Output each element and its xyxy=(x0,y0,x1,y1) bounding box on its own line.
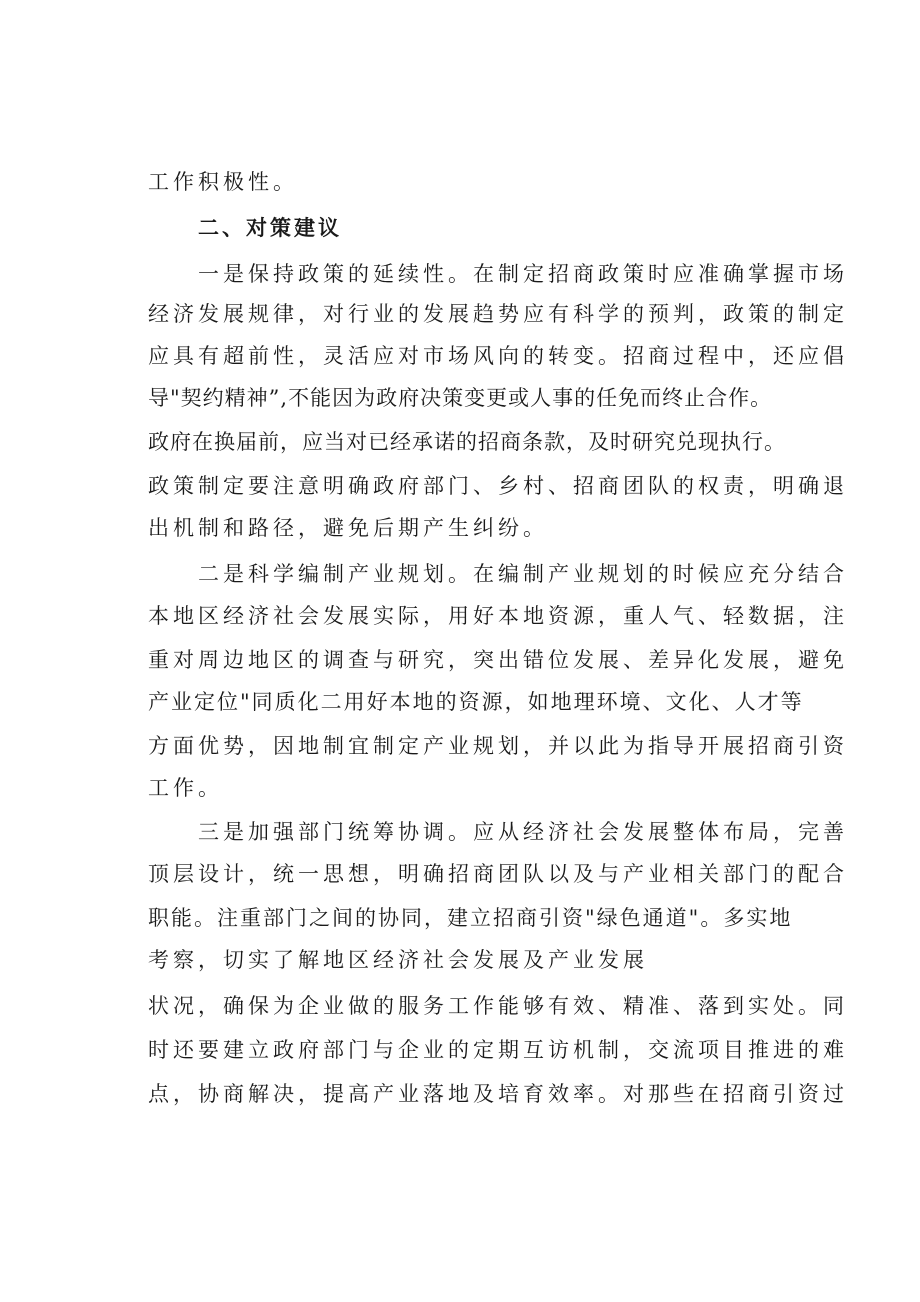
text-line: 点，协商解决，提高产业落地及培育效率。对那些在招商引资过 xyxy=(148,1082,848,1106)
text-line: 方面优势，因地制宜制定产业规划，并以此为指导开展招商引资 xyxy=(148,734,848,758)
text-line: 工作积极性。 xyxy=(148,170,298,194)
text-line: 产业定位"同质化二用好本地的资源，如地理环境、文化、人才等 xyxy=(148,690,804,714)
text-line: 工作。 xyxy=(148,776,223,800)
text-line: 导"契约精神”,不能因为政府决策变更或人事的任免而终止合作。 xyxy=(148,386,773,410)
text-line: 顶层设计，统一思想，明确招商团队以及与产业相关部门的配合 xyxy=(148,862,848,886)
text-line: 重对周边地区的调查与研究，突出错位发展、差异化发展，避免 xyxy=(148,648,848,672)
section-heading: 二、对策建议 xyxy=(198,216,342,240)
text-line: 状况，确保为企业做的服务工作能够有效、精准、落到实处。同 xyxy=(148,994,848,1018)
text-line: 二是科学编制产业规划。在编制产业规划的时候应充分结合 xyxy=(198,562,848,586)
text-line: 政府在换届前，应当对已经承诺的招商条款，及时研究兑现执行。 xyxy=(148,430,786,454)
text-line: 出机制和路径，避免后期产生纠纷。 xyxy=(148,516,548,540)
text-line: 应具有超前性，灵活应对市场风向的转变。招商过程中，还应倡 xyxy=(148,344,848,368)
text-line: 考察，切实了解地区经济社会发展及产业发展 xyxy=(148,948,648,972)
text-line: 职能。注重部门之间的协同，建立招商引资"绿色通道"。多实地 xyxy=(148,906,793,930)
text-line: 三是加强部门统筹协调。应从经济社会发展整体布局，完善 xyxy=(198,820,848,844)
text-line: 本地区经济社会发展实际，用好本地资源，重人气、轻数据，注 xyxy=(148,604,848,628)
text-line: 一是保持政策的延续性。在制定招商政策时应准确掌握市场 xyxy=(198,262,848,286)
text-line: 时还要建立政府部门与企业的定期互访机制，交流项目推进的难 xyxy=(148,1038,848,1062)
text-line: 经济发展规律，对行业的发展趋势应有科学的预判，政策的制定 xyxy=(148,302,848,326)
text-line: 政策制定要注意明确政府部门、乡村、招商团队的权责，明确退 xyxy=(148,474,848,498)
